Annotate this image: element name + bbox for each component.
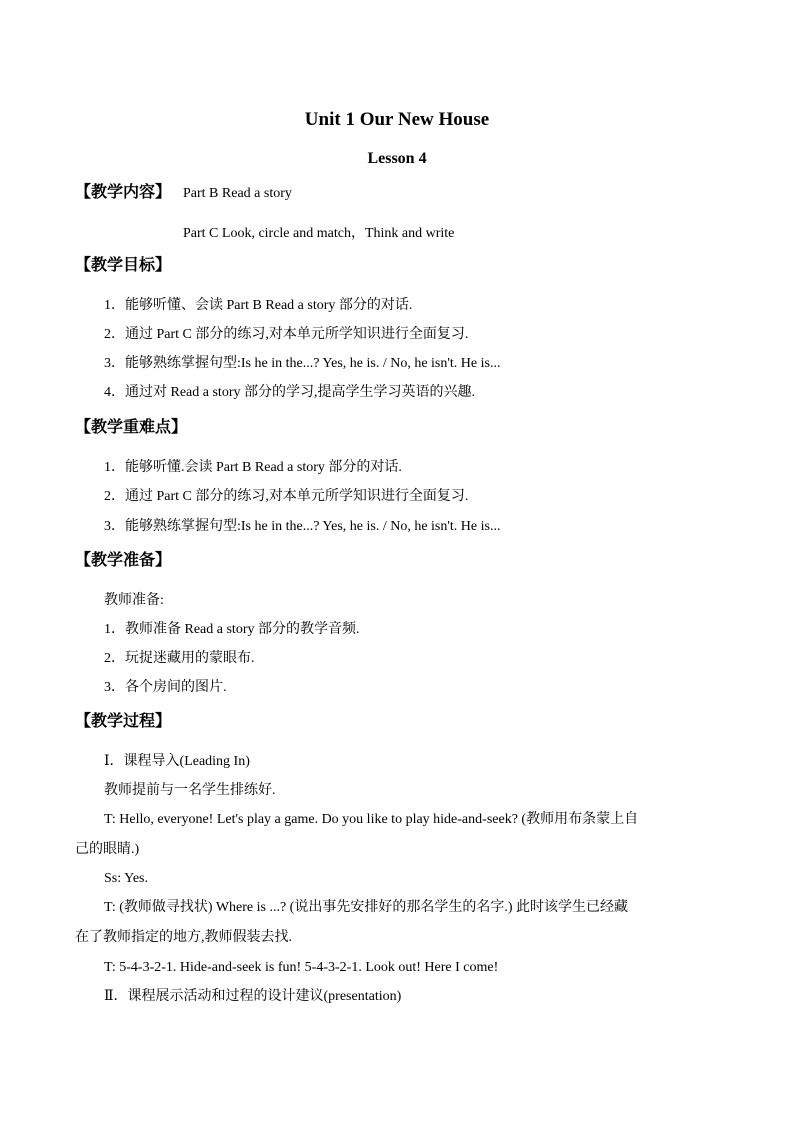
content-line-2: Part C Look, circle and match，Think and write [183,226,455,241]
dialogue-teacher-2a: T: (教师做寻找状) Where is ...? (说出事先安排好的那名学生的名字.) 此时该学生已经藏 [104,900,628,915]
lesson-title: Lesson 4 [367,150,427,167]
dialogue-students-1: Ss: Yes. [104,871,148,886]
section-heading-content: 【教学内容】 [75,182,172,201]
keypoint-item: 3．能够熟练掌握句型:Is he in the...? Yes, he is. / No, he isn't. He is... [104,519,501,534]
content-line-1: Part B Read a story [183,186,292,201]
document-title: Unit 1 Our New House [304,109,490,130]
process-step-1-note: 教师提前与一名学生排练好. [104,783,276,798]
dialogue-teacher-2b: 在了教师指定的地方,教师假装去找. [75,930,292,945]
section-heading-process: 【教学过程】 [75,711,172,730]
section-heading-prep: 【教学准备】 [75,550,172,569]
goal-item: 4．通过对 Read a story 部分的学习,提高学生学习英语的兴趣. [104,385,475,400]
goal-item: 1．能够听懂、会读 Part B Read a story 部分的对话. [104,298,413,313]
prep-item: 3．各个房间的图片. [104,680,227,695]
dialogue-teacher-1a: T: Hello, everyone! Let's play a game. Do you like to play hide-and-seek? (教师用布条蒙上自 [104,812,639,827]
process-step-2: Ⅱ．课程展示活动和过程的设计建议(presentation) [104,989,402,1004]
process-step-1: Ⅰ．课程导入(Leading In) [104,754,250,769]
keypoint-item: 1．能够听懂.会读 Part B Read a story 部分的对话. [104,460,402,475]
prep-intro: 教师准备: [104,593,164,608]
prep-item: 2．玩捉迷藏用的蒙眼布. [104,651,255,666]
dialogue-teacher-3: T: 5-4-3-2-1. Hide-and-seek is fun! 5-4-3-2-1. Look out! Here I come! [104,960,499,975]
keypoint-item: 2．通过 Part C 部分的练习,对本单元所学知识进行全面复习. [104,489,469,504]
goal-item: 2．通过 Part C 部分的练习,对本单元所学知识进行全面复习. [104,327,469,342]
goal-item: 3．能够熟练掌握句型:Is he in the...? Yes, he is. / No, he isn't. He is... [104,356,501,371]
section-heading-goals: 【教学目标】 [75,255,172,274]
dialogue-teacher-1b: 己的眼睛.) [75,842,140,857]
section-heading-keypoints: 【教学重难点】 [75,417,188,436]
prep-item: 1．教师准备 Read a story 部分的教学音频. [104,622,360,637]
